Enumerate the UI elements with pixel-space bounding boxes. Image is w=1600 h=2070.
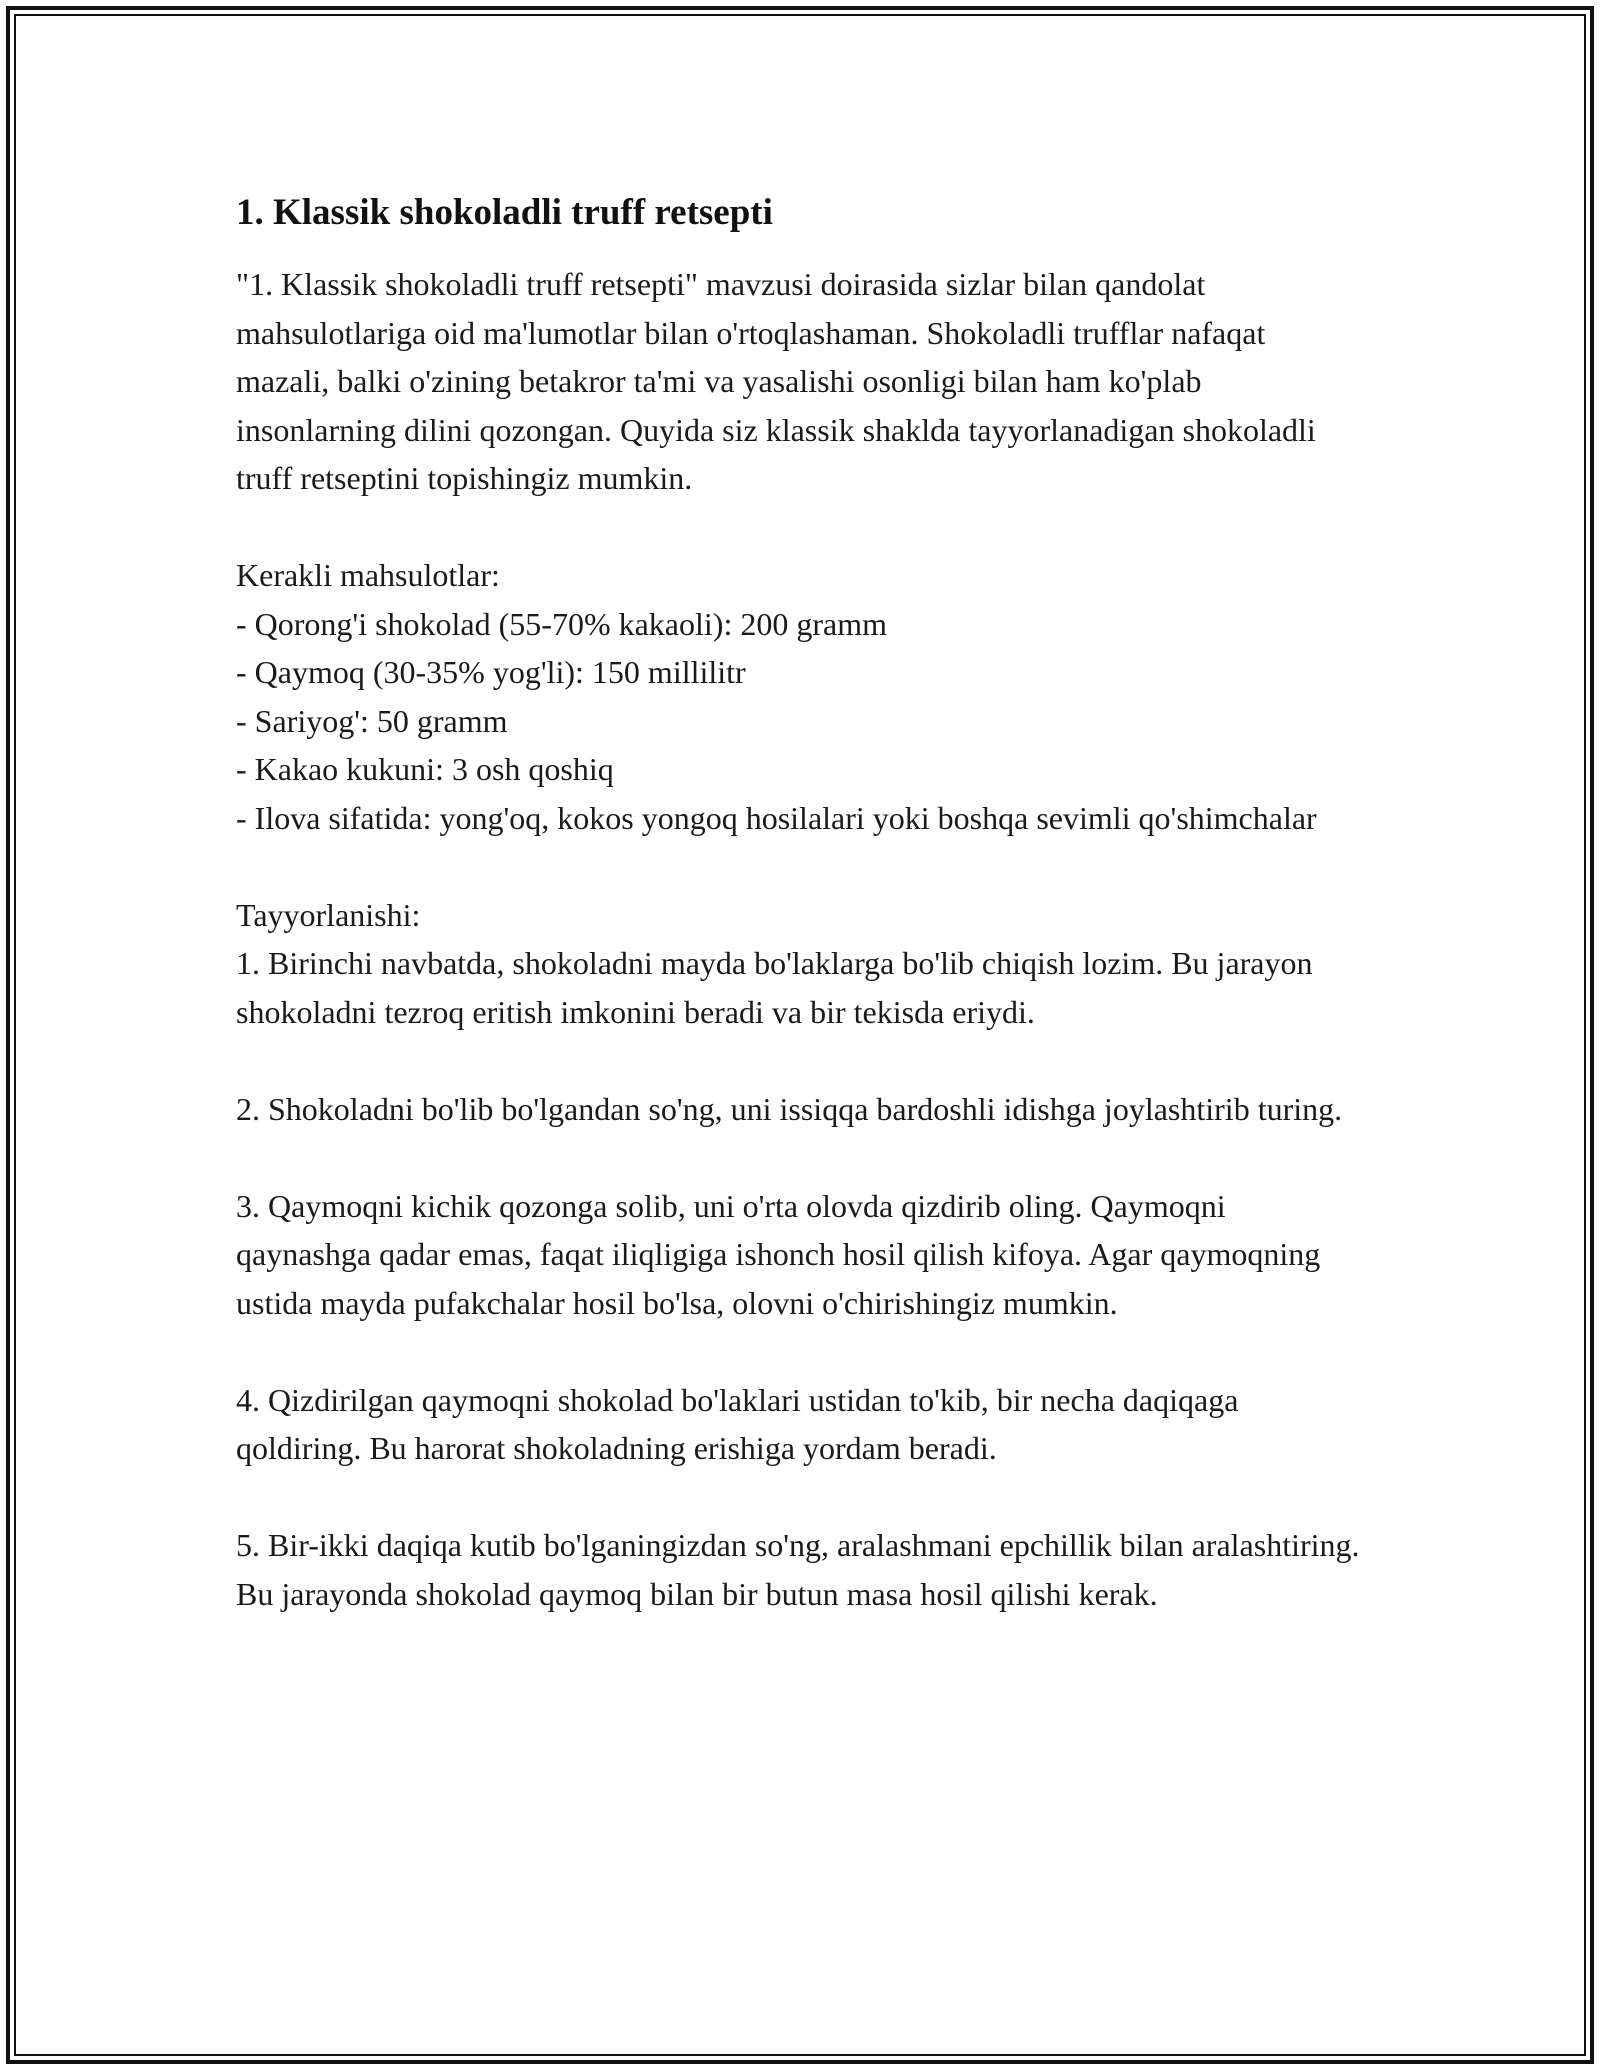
step-item: 4. Qizdirilgan qaymoqni shokolad bo'laklari ustidan to'kib, bir necha daqiqaga qoldiring. Bu harorat shokoladning erishiga yordam beradi. xyxy=(236,1381,1239,1466)
step-item: 3. Qaymoqni kichik qozonga solib, uni o'rta olovda qizdirib oling. Qaymoqni qaynashga qadar emas, faqat iliqligiga ishonch hosil qilish kifoya. Agar qaymoqning ustida mayda pufakchalar hosil bo'lsa, olovni o'chirishingiz mumkin. xyxy=(236,1187,1321,1321)
ingredient-item: - Ilova sifatida: yong'oq, kokos yongoq hosilalari yoki boshqa sevimli qo'shimchalar xyxy=(236,799,1317,836)
ingredient-item: - Kakao kukuni: 3 osh qoshiq xyxy=(236,751,614,787)
paragraph-spacer xyxy=(236,1133,1366,1182)
ingredient-item: - Qaymoq (30-35% yog'li): 150 millilitr xyxy=(236,654,746,690)
intro-paragraph: "1. Klassik shokoladli truff retsepti" mavzusi doirasida sizlar bilan qandolat mahsulotlariga oid ma'lumotlar bilan o'rtoqlashaman. Shokoladli trufflar nafaqat mazali, balki o'zining betakror ta'mi va yasalishi osonligi bilan ham ko'plab insonlarning dilini qozongan. Quyida siz klassik shaklda tayyorlanadigan shokoladli truff retseptini topishingiz mumkin. xyxy=(236,266,1316,496)
paragraph-spacer xyxy=(236,1327,1366,1376)
paragraph-spacer xyxy=(236,1473,1366,1522)
paragraph-spacer xyxy=(236,1036,1366,1085)
document-title: 1. Klassik shokoladli truff retsepti xyxy=(236,192,773,233)
paragraph-spacer xyxy=(236,842,1366,891)
step-item: 1. Birinchi navbatda, shokoladni mayda bo'laklarga bo'lib chiqish lozim. Bu jarayon shokoladni tezroq eritish imkonini beradi va bir tekisda eriydi. xyxy=(236,945,1313,1030)
document-body xyxy=(236,186,1366,1618)
step-item: 5. Bir-ikki daqiqa kutib bo'lganingizdan so'ng, aralashmani epchillik bilan aralashtiring. Bu jarayonda shokolad qaymoq bilan bir butun masa hosil qilishi kerak. xyxy=(236,1527,1360,1612)
ingredients-list xyxy=(236,600,1366,843)
ingredient-item: - Qorong'i shokolad (55-70% kakaoli): 200 gramm xyxy=(236,605,887,642)
ingredients-heading: Kerakli mahsulotlar: xyxy=(236,557,500,593)
steps-heading: Tayyorlanishi: xyxy=(236,896,421,933)
ingredient-item: - Sariyog': 50 gramm xyxy=(236,702,508,739)
step-item: 2. Shokoladni bo'lib bo'lgandan so'ng, uni issiqqa bardoshli idishga joylashtirib turing. xyxy=(236,1090,1343,1127)
paragraph-spacer xyxy=(236,503,1366,552)
